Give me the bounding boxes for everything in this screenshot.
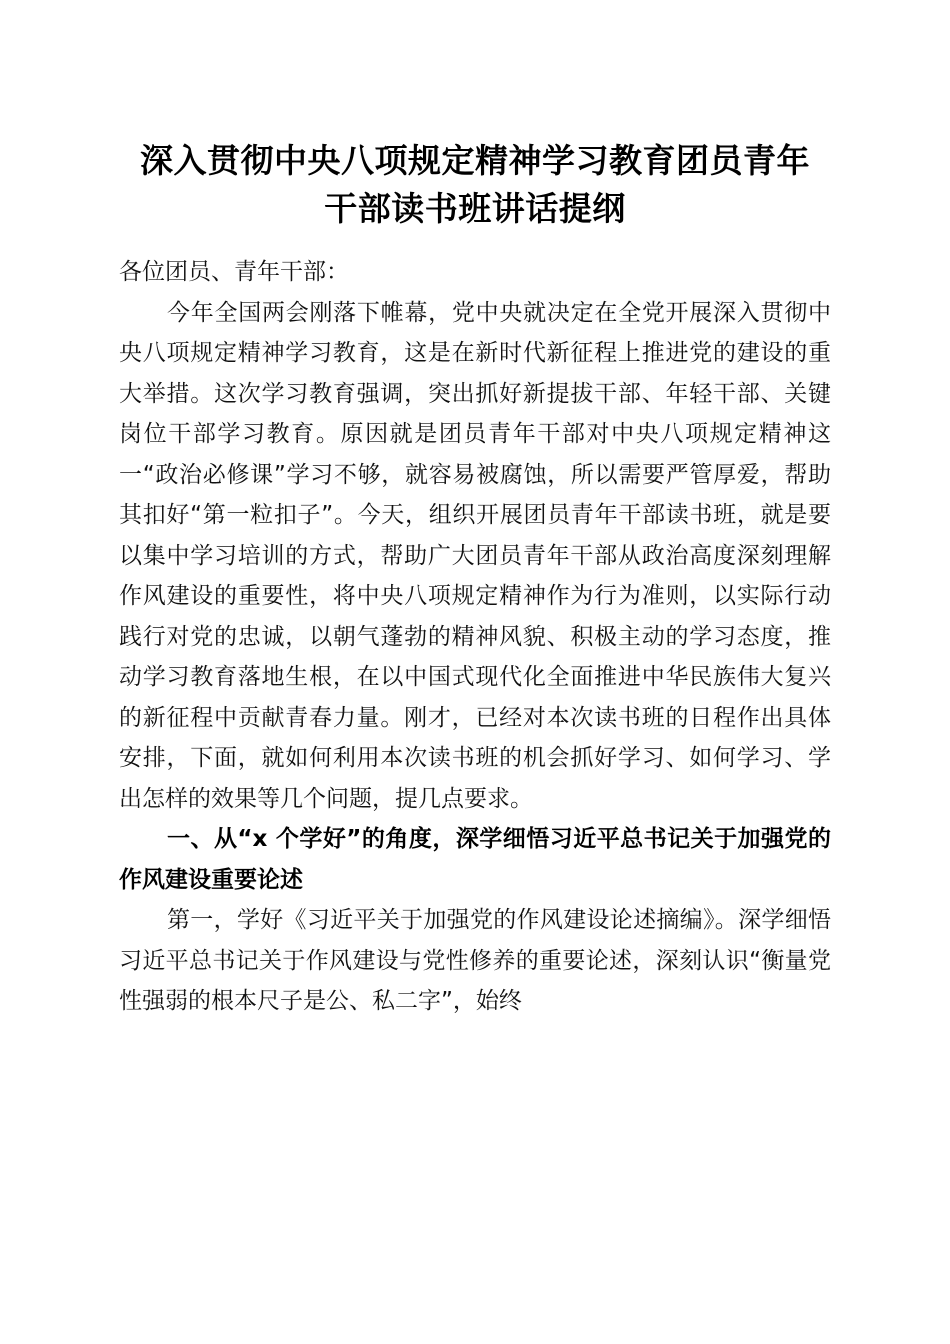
title-line-1: 深入贯彻中央八项规定精神学习教育团员青年: [140, 141, 810, 180]
document-body: [119, 252, 831, 1022]
paragraph-intro: 今年全国两会刚落下帷幕，党中央就决定在全党开展深入贯彻中央八项规定精神学习教育，这是在新时代新征程上推进党的建设的重大举措。这次学习教育强调，突出抓好新提拔干部、年轻干部、关键岗位干部学习教育。原因就是团员青年干部对中央八项规定精神这一“政治必修课”学习不够，就容易被腐蚀，所以需要严管厚爱，帮助其扣好“第一粒扣子”。今天，组织开展团员青年干部读书班，就是要以集中学习培训的方式，帮助广大团员青年干部从政治高度深刻理解作风建设的重要性，将中央八项规定精神作为行为准则，以实际行动践行对党的忠诚，以朝气蓬勃的精神风貌、积极主动的学习态度，推动学习教育落地生根，在以中国式现代化全面推进中华民族伟大复兴的新征程中贡献青春力量。刚才，已经对本次读书班的日程作出具体安排，下面，就如何利用本次读书班的机会抓好学习、如何学习、学出怎样的效果等几个问题，提几点要求。: [119, 299, 831, 812]
section-heading-1: 一、从“x 个学好”的角度，深学细悟习近平总书记关于加强党的作风建设重要论述: [119, 826, 831, 893]
title-line-2: 干部读书班讲话提纲: [324, 189, 626, 228]
document-title: [110, 137, 840, 233]
paragraph-first-point: 第一，学好《习近平关于加强党的作风建设论述摘编》。深学细悟习近平总书记关于作风建设与党性修养的重要论述，深刻认识“衡量党性强弱的根本尺子是公、私二字”，始终: [119, 907, 831, 1014]
salutation: 各位团员、青年干部：: [119, 259, 349, 285]
